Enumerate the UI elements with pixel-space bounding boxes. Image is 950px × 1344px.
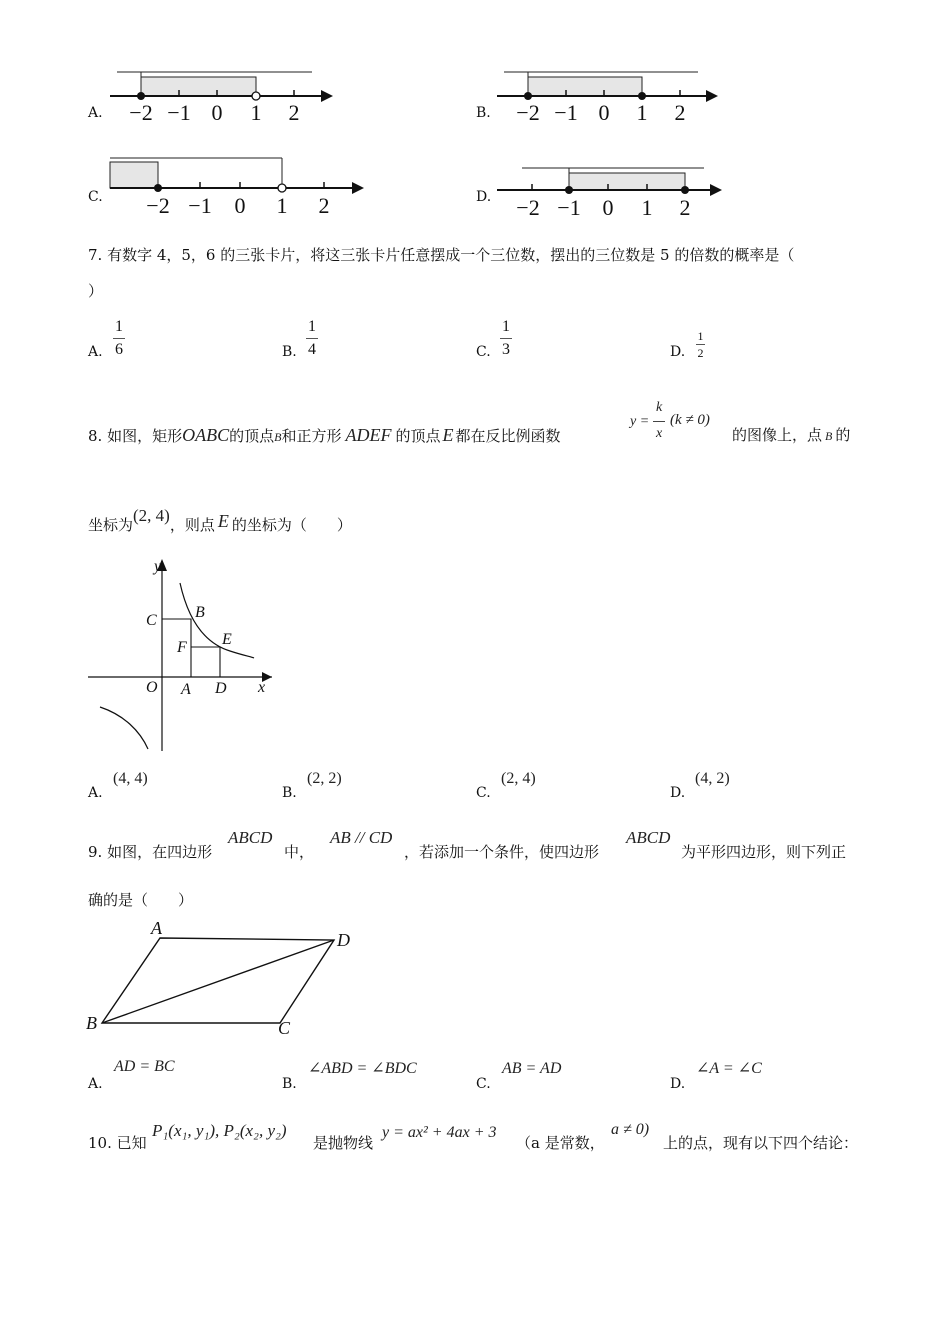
q8-option-b-value: (2, 2) [307, 770, 342, 787]
closed-endpoint [137, 92, 145, 100]
square-adef [191, 647, 220, 677]
label-c: C [146, 612, 157, 629]
q8-option-d-label: D. [670, 785, 686, 801]
q7-option-a-label: A. [88, 344, 103, 360]
tick-label: −2 [516, 100, 540, 124]
denominator: 3 [502, 341, 510, 358]
tick-label: −2 [516, 195, 540, 220]
q8-question-line1 [88, 425, 560, 447]
q9-question-text-part4: 为平形四边形，则下列正 [681, 843, 847, 861]
q8-text: 的坐标为（ ） [231, 516, 352, 534]
func-condition: (k ≠ 0) [670, 412, 710, 428]
tick-label: −1 [554, 100, 578, 124]
q7-option-a-fraction [113, 318, 125, 359]
q9-option-b-label: B. [282, 1076, 297, 1092]
q9-figure-quadrilateral [82, 916, 372, 1041]
q7-question-text: 7. 有数字 4，5，6 的三张卡片，将这三张卡片任意摆成一个三位数，摆出的三位数是 5 的倍数的概率是（ [88, 246, 795, 264]
q8-text: 的 [835, 426, 851, 444]
q8-option-b-label: B. [282, 785, 297, 801]
label-y: y [154, 558, 162, 575]
q8-text: 的顶点 [395, 427, 441, 445]
label-d: D [337, 930, 350, 950]
closed-endpoint [638, 92, 646, 100]
tick-label: 1 [636, 100, 648, 124]
q6-option-b-number-line [492, 64, 727, 124]
tick-label: 1 [250, 100, 262, 124]
closed-endpoint [565, 186, 573, 194]
q6-option-d-label: D. [476, 189, 492, 205]
q9-option-a-label: A. [88, 1076, 103, 1092]
q8-math-b: B [825, 429, 833, 443]
label-o: O [146, 679, 158, 696]
label-b: B [86, 1013, 97, 1033]
tick-label: 1 [641, 195, 653, 220]
q8-text: 的图像上，点 [732, 426, 823, 444]
open-endpoint [278, 184, 286, 192]
closed-endpoint [524, 92, 532, 100]
q6-option-b-label: B. [476, 105, 491, 121]
label-a: A [181, 681, 191, 698]
q10-math-parabola: y = ax² + 4ax + 3 [382, 1124, 497, 1141]
q7-question-text-end: ） [88, 282, 104, 300]
q6-option-a-label: A. [88, 105, 103, 121]
denominator: 2 [697, 346, 704, 360]
q8-option-c-value: (2, 4) [501, 770, 536, 787]
label-x: x [258, 679, 266, 696]
q10-math-a-nonzero: a ≠ 0) [611, 1121, 650, 1138]
tick-label: 2 [318, 193, 330, 218]
q9-option-c-value: AB = AD [502, 1060, 562, 1077]
tick-label: −1 [167, 100, 191, 124]
open-endpoint [252, 92, 260, 100]
q8-math-b-coord: (2, 4) [133, 506, 170, 525]
q10-question-text-part1: 10. 已知 [88, 1134, 147, 1152]
tick-label: 0 [211, 100, 223, 124]
tick-label: 1 [276, 193, 288, 218]
closed-endpoint [681, 186, 689, 194]
tick-label: 0 [598, 100, 610, 124]
numerator: 1 [697, 329, 704, 343]
q6-option-c-label: C. [88, 189, 103, 205]
q6-option-c-number-line [108, 152, 370, 218]
q9-math-abcd: ABCD [626, 828, 671, 847]
hyperbola-branch-left [100, 707, 148, 749]
q10-question-text-part4: 上的点，现有以下四个结论： [663, 1134, 859, 1152]
q8-text: 8. 如图，矩形 [88, 427, 183, 445]
q9-question-text-part2: 中， [284, 843, 315, 861]
q7-option-d-fraction [696, 330, 705, 359]
tick-label: −1 [188, 193, 212, 218]
q8-option-a-label: A. [88, 785, 103, 801]
q9-option-d-value: ∠A = ∠C [696, 1060, 762, 1077]
label-f: F [177, 639, 187, 656]
q9-option-a-value: AD = BC [114, 1058, 175, 1075]
q6-option-a-number-line [105, 64, 340, 124]
q8-option-d-value: (4, 2) [695, 770, 730, 787]
q8-option-c-label: C. [476, 785, 491, 801]
label-e: E [222, 631, 232, 648]
q8-question-line1-end [732, 425, 850, 446]
tick-label: 0 [234, 193, 246, 218]
q9-question-text-line2: 确的是（ ） [88, 891, 194, 909]
q9-option-c-label: C. [476, 1076, 491, 1092]
tick-label: −2 [146, 193, 170, 218]
q6-option-d-number-line [492, 158, 732, 220]
func-y: y = [630, 414, 650, 429]
q8-figure-hyperbola [82, 555, 282, 755]
q9-option-d-label: D. [670, 1076, 686, 1092]
label-a: A [151, 918, 162, 938]
q10-question-text-part3: （a 是常数， [516, 1134, 605, 1152]
label-c: C [278, 1018, 291, 1038]
q8-question-line2 [88, 506, 352, 535]
q7-option-c-fraction [500, 318, 512, 359]
q9-question-text-part3: ，若添加一个条件，使四边形 [404, 843, 600, 861]
q7-option-b-label: B. [282, 344, 297, 360]
tick-label: −1 [557, 195, 581, 220]
q8-text: 都在反比例函数 [455, 427, 561, 445]
q9-option-b-value: ∠ABD = ∠BDC [308, 1060, 417, 1077]
q8-option-a-value: (4, 4) [113, 770, 148, 787]
q7-option-d-label: D. [670, 344, 686, 360]
numerator: 1 [502, 318, 510, 335]
q8-text: ，则点 [169, 516, 215, 534]
label-d: D [215, 680, 227, 697]
q10-math-points: P₁(x₁, y₁), P₂(x₂, y₂) [152, 1121, 287, 1140]
q8-math-oabc: OABC [182, 425, 230, 445]
tick-label: 0 [602, 195, 614, 220]
q8-math-b: B [274, 430, 282, 444]
q9-math-ab-parallel-cd: AB // CD [330, 828, 393, 847]
func-k: k [656, 400, 663, 415]
q8-text: 坐标为 [88, 516, 134, 534]
numerator: 1 [115, 318, 123, 335]
q9-math-abcd: ABCD [228, 828, 273, 847]
tick-label: 2 [288, 100, 300, 124]
diagonal-bd [102, 940, 334, 1023]
q7-option-c-label: C. [476, 344, 491, 360]
label-b: B [195, 604, 205, 621]
tick-label: 2 [679, 195, 691, 220]
q8-math-e: E [442, 425, 454, 445]
q8-math-adef: ADEF [345, 425, 392, 445]
q8-text: 的顶点 [229, 427, 275, 445]
q8-math-e: E [217, 511, 229, 531]
tick-label: −2 [129, 100, 153, 124]
denominator: 6 [115, 341, 123, 358]
func-x: x [656, 426, 663, 441]
q10-question-text-part2: 是抛物线 [313, 1134, 374, 1152]
numerator: 1 [308, 318, 316, 335]
tick-label: 2 [674, 100, 686, 124]
q7-option-b-fraction [306, 318, 318, 359]
q9-question-text-part1: 9. 如图，在四边形 [88, 843, 213, 861]
closed-endpoint [154, 184, 162, 192]
q8-text: 和正方形 [281, 427, 342, 445]
denominator: 4 [308, 341, 316, 358]
